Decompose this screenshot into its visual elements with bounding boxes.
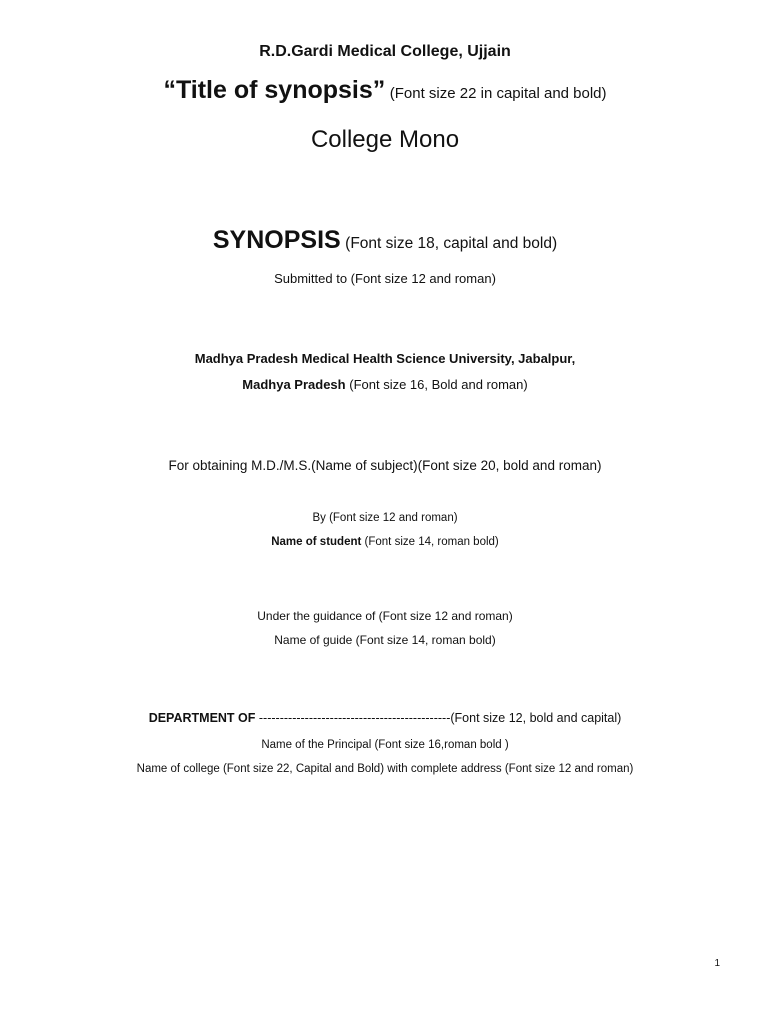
college-header: R.D.Gardi Medical College, Ujjain [259,43,511,60]
department-line [0,712,770,725]
guidance-line: Under the guidance of (Font size 12 and roman) [257,609,513,623]
synopsis-title: “Title of synopsis” [163,76,386,104]
student-name: Name of student [271,536,362,548]
university-name-line: Madhya Pradesh Medical Health Science University, Jabalpur, [194,351,576,366]
synopsis-title-line [0,78,770,103]
by-line: By (Font size 12 and roman) [312,512,458,524]
university-state-note: (Font size 16, Bold and roman) [349,377,528,392]
university-state-line [0,378,770,391]
college-mono: College Mono [310,126,460,153]
university-state: Madhya Pradesh [242,377,346,392]
submitted-to-text: Submitted to (Font size 12 and roman) [274,271,496,286]
degree-line: For obtaining M.D./M.S.(Name of subject)(Font size 20, bold and roman) [168,458,602,473]
synopsis-heading-note: (Font size 18, capital and bold) [345,235,558,252]
department-label: DEPARTMENT OF [148,711,256,725]
student-name-line [0,537,770,549]
synopsis-heading: SYNOPSIS [212,226,341,254]
synopsis-title-note: (Font size 22 in capital and bold) [389,85,607,102]
principal-line: Name of the Principal (Font size 16,roman bold ) [261,739,509,751]
student-name-note: (Font size 14, roman bold) [364,536,499,548]
guide-name-line: Name of guide (Font size 14, roman bold) [274,633,496,647]
department-note: ----------------------------------------------(Font size 12, bold and capital) [258,711,622,725]
college-address-line: Name of college (Font size 22, Capital and Bold) with complete address (Font size 12 and roman) [136,763,634,775]
synopsis-heading-line [0,228,770,253]
page-number: 1 [714,958,720,969]
